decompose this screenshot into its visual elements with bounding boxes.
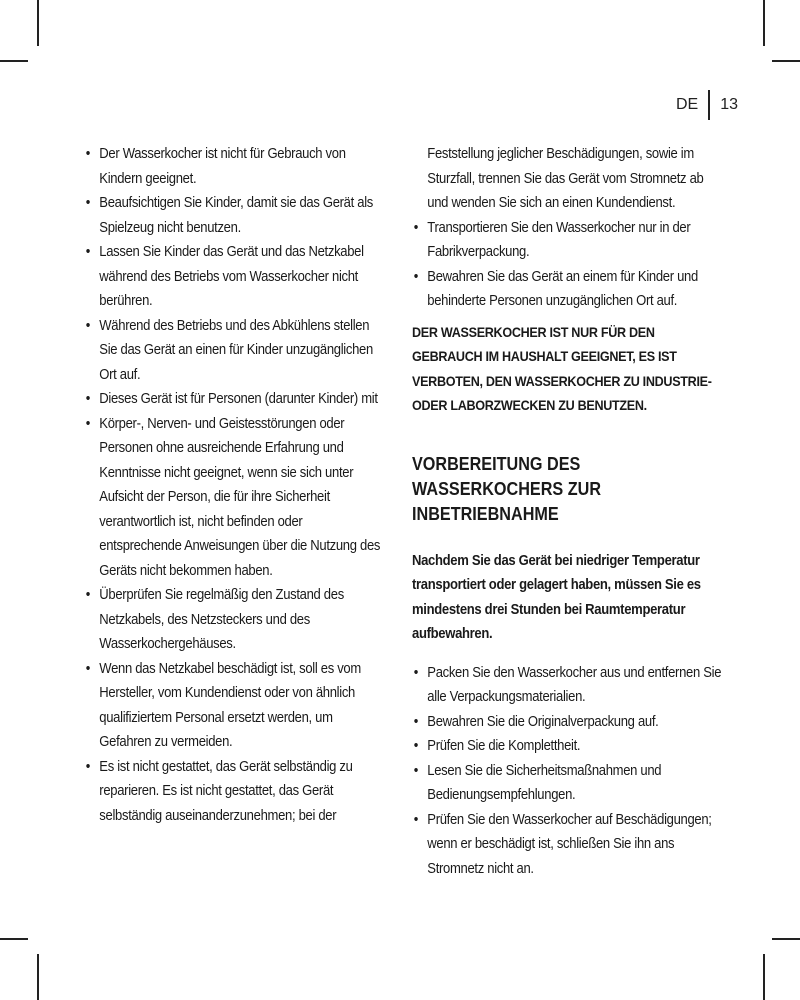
list-item: • Der Wasserkocher ist nicht für Gebrauch von Kindern geeignet. xyxy=(84,142,386,191)
safety-list xyxy=(84,142,386,828)
safety-list-continued xyxy=(412,216,725,314)
list-item: • Prüfen Sie den Wasserkocher auf Beschädigungen; wenn er beschädigt ist, schließen Sie ihn ans Stromnetz nicht an. xyxy=(412,808,725,882)
list-item: • Transportieren Sie den Wasserkocher nur in der Fabrikverpackung. xyxy=(412,216,725,265)
list-item: • Während des Betriebs und des Abkühlens stellen Sie das Gerät an einen für Kinder unzugänglichen Ort auf. xyxy=(84,314,386,388)
list-item: • Dieses Gerät ist für Personen (darunter Kinder) mit xyxy=(84,387,386,412)
list-item: • Bewahren Sie das Gerät an einem für Kinder und behinderte Personen unzugänglichen Ort auf. xyxy=(412,265,725,314)
header-divider xyxy=(708,90,710,120)
list-item: • Prüfen Sie die Komplettheit. xyxy=(412,734,725,759)
page-header xyxy=(676,90,738,120)
crop-mark xyxy=(772,938,800,940)
right-column xyxy=(412,142,725,881)
list-item: • Beaufsichtigen Sie Kinder, damit sie das Gerät als Spielzeug nicht benutzen. xyxy=(84,191,386,240)
crop-mark xyxy=(0,938,28,940)
continued-paragraph: Feststellung jeglicher Beschädigungen, sowie im Sturzfall, trennen Sie das Gerät vom Stromnetz ab und wenden Sie sich an einen Kundendienst. xyxy=(427,146,704,211)
crop-mark xyxy=(772,60,800,62)
page-number: 13 xyxy=(720,96,738,113)
list-item: • Wenn das Netzkabel beschädigt ist, soll es vom Hersteller, vom Kundendienst oder von ähnlich qualifiziertem Personal ersetzt werden, um Gefahren zu vermeiden. xyxy=(84,657,386,755)
section-intro: Nachdem Sie das Gerät bei niedriger Temperatur transportiert oder gelagert haben, müssen Sie es mindestens drei Stunden bei Raumtemperatur aufbewahren. xyxy=(412,552,701,642)
language-code: DE xyxy=(675,96,699,113)
list-item: • Bewahren Sie die Originalverpackung auf. xyxy=(412,710,725,735)
household-use-notice: DER WASSERKOCHER IST NUR FÜR DEN GEBRAUCH IM HAUSHALT GEEIGNET, ES IST VERBOTEN, DEN WASSERKOCHER ZU INDUSTRIE- ODER LABORZWECKEN ZU BENUTZEN. xyxy=(412,323,712,413)
left-column xyxy=(84,142,386,828)
list-item: • Lassen Sie Kinder das Gerät und das Netzkabel während des Betriebs vom Wasserkocher nicht berühren. xyxy=(84,240,386,314)
crop-mark xyxy=(763,954,765,1000)
list-item: • Lesen Sie die Sicherheitsmaßnahmen und Bedienungsempfehlungen. xyxy=(412,759,725,808)
list-item: • Es ist nicht gestattet, das Gerät selbständig zu reparieren. Es ist nicht gestattet, das Gerät selbständig auseinanderzunehmen; bei der xyxy=(84,755,386,829)
crop-mark xyxy=(37,954,39,1000)
crop-mark xyxy=(0,60,28,62)
preparation-steps xyxy=(412,661,725,882)
crop-mark xyxy=(763,0,765,46)
crop-mark xyxy=(37,0,39,46)
list-item: • Überprüfen Sie regelmäßig den Zustand des Netzkabels, des Netzsteckers und des Wasserkochergehäuses. xyxy=(84,583,386,657)
list-item: • Packen Sie den Wasserkocher aus und entfernen Sie alle Verpackungsmaterialien. xyxy=(412,661,725,710)
list-item: • Körper-, Nerven- und Geistesstörungen oder Personen ohne ausreichende Erfahrung und Kenntnisse nicht geeignet, wenn sie sich unter Aufsicht der Person, die für ihre Sicherheit verantwortlich ist, nicht befinden oder entsprechende Anweisungen über die Nutzung des Geräts nicht bekommen haben. xyxy=(84,412,386,584)
section-title: VORBEREITUNG DES WASSERKOCHERS ZUR INBETRIEBNAHME xyxy=(412,453,602,524)
